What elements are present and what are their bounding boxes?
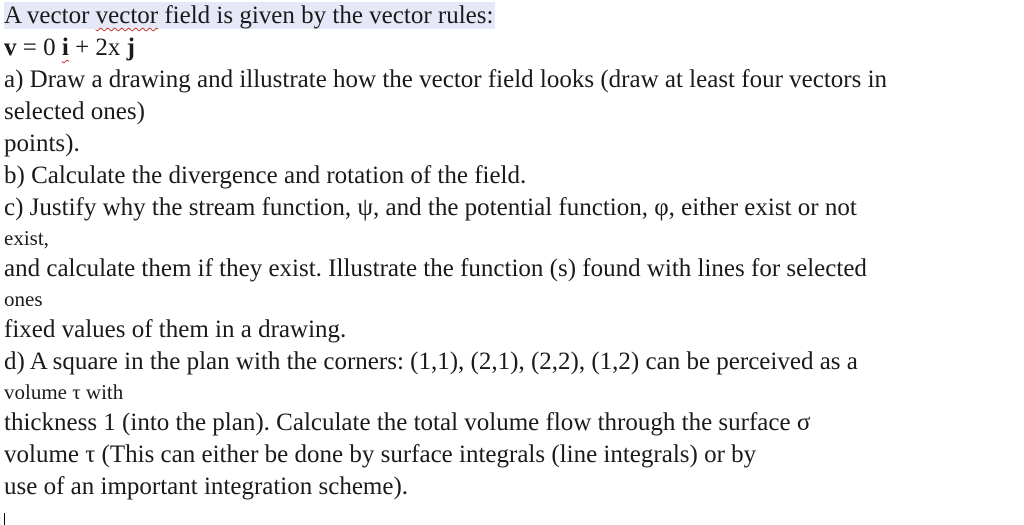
text-line-4: b) Calculate the divergence and rotation of the field. — [4, 162, 527, 189]
text-line-5: c) Justify why the stream function, ψ, and the potential function, φ, either exist or not — [4, 194, 857, 221]
equation-part-a: = 0 — [16, 34, 62, 61]
text-line-9: fixed values of them in a drawing. — [4, 316, 347, 343]
title-post: field is given by the vector rules: — [158, 2, 494, 29]
symbol-v: v — [4, 34, 17, 61]
text-line-8: ones — [4, 287, 43, 311]
text-line-10: d) A square in the plan with the corners: (1,1), (2,1), (2,2), (1,2) can be perceived as a — [4, 348, 858, 375]
title-highlight — [4, 2, 495, 29]
repeated-word-vector[interactable]: vector — [95, 2, 159, 29]
text-line-2: selected ones) — [4, 98, 145, 125]
text-line-1: a) Draw a drawing and illustrate how the vector field looks (draw at least four vectors in — [4, 66, 888, 93]
title-pre: A vector — [4, 2, 96, 29]
text-line-12: thickness 1 (into the plan). Calculate the total volume flow through the surface σ — [4, 409, 811, 436]
text-line-14: use of an important integration scheme). — [4, 473, 409, 500]
text-line-13: volume τ (This can either be done by surface integrals (line integrals) or by — [4, 441, 757, 468]
document-body — [4, 0, 1020, 503]
text-line-7: and calculate them if they exist. Illustrate the function (s) found with lines for selected — [4, 255, 867, 282]
text-line-3: points). — [4, 130, 80, 157]
symbol-j: j — [126, 34, 135, 61]
text-cursor — [4, 513, 5, 525]
equation-part-b: + 2x — [68, 34, 127, 61]
symbol-i[interactable]: i — [61, 34, 69, 61]
vector-equation — [4, 32, 1020, 64]
text-line-6: exist, — [4, 226, 49, 250]
text-line-11: volume τ with — [4, 380, 124, 404]
problem-title-line — [4, 0, 1020, 32]
